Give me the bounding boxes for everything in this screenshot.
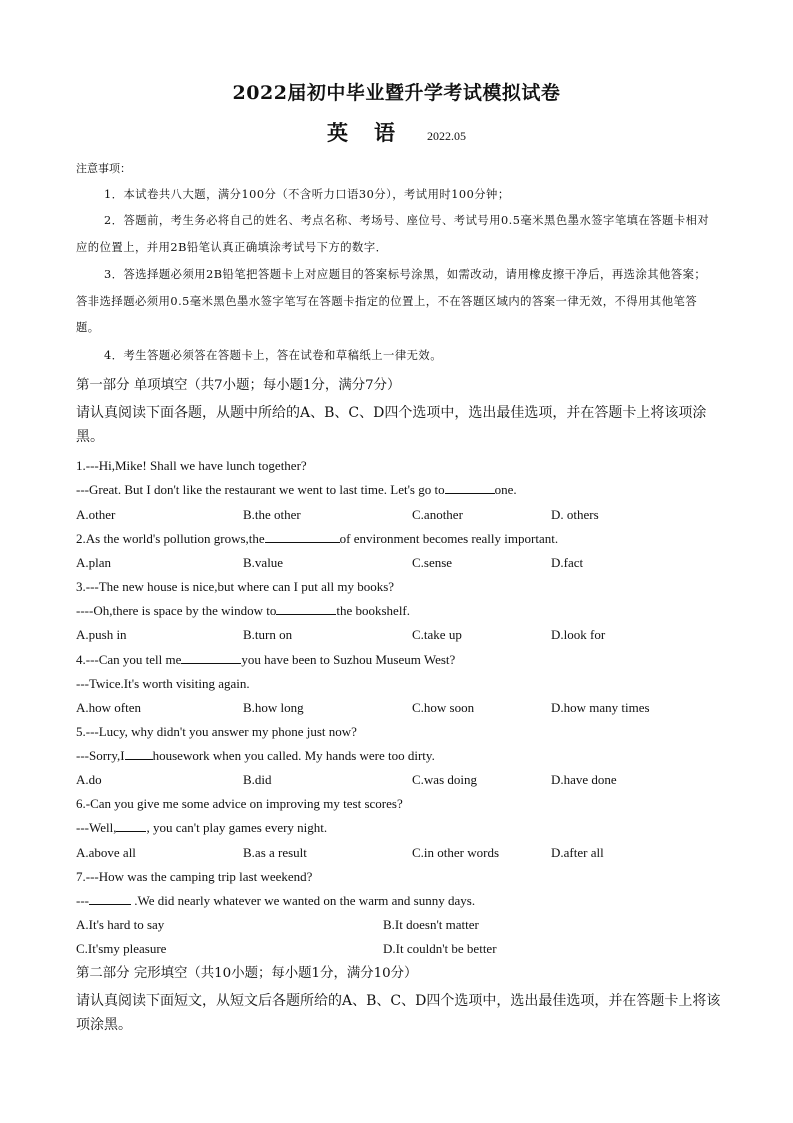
question-4-line-2 — [76, 674, 250, 694]
answer-blank — [181, 651, 241, 664]
answer-blank — [445, 481, 495, 494]
answer-blank — [276, 602, 336, 615]
notice-item — [76, 182, 718, 209]
exam-title: 2022届初中毕业暨升学考试模拟试卷 — [232, 82, 561, 104]
option-a: A.plan — [76, 555, 112, 570]
notice-item-1: 1．本试卷共八大题，满分100分（不含听力口语30分），考试用时100分钟； — [104, 188, 510, 201]
option-c: C.was doing — [412, 772, 477, 787]
option-c: C.in other words — [412, 845, 500, 860]
part1-title: 第一部分 单项填空（共7小题；每小题1分，满分7分） — [76, 378, 401, 393]
option-b: B.It doesn't matter — [383, 917, 479, 932]
option-c: C.take up — [412, 627, 462, 642]
question-2-stem — [76, 529, 558, 549]
option-a: A.It's hard to say — [76, 917, 165, 932]
option-d: D. others — [551, 507, 599, 522]
question-text: ---Twice.It's worth visiting again. — [76, 676, 250, 691]
option-d: D.look for — [551, 627, 606, 642]
option-a: A.above all — [76, 845, 136, 860]
question-7-stem — [76, 867, 312, 887]
question-7-line-2 — [76, 891, 475, 911]
answer-blank — [89, 892, 131, 905]
option-c: C.sense — [412, 555, 453, 570]
subject-line — [0, 117, 793, 147]
question-text: ---Well, — [76, 820, 117, 835]
question-5-stem — [76, 722, 357, 742]
part2-title: 第二部分 完形填空（共10小题；每小题1分，满分10分） — [76, 966, 418, 981]
question-6-line-2 — [76, 818, 327, 838]
question-text: you have been to Suzhou Museum West? — [241, 652, 456, 667]
question-text: 7.---How was the camping trip last weekend? — [76, 869, 313, 884]
subject-name: 英语 — [327, 120, 421, 145]
question-text: .We did nearly whatever we wanted on the warm and sunny days. — [131, 893, 476, 908]
question-text: , you can't play games every night. — [146, 820, 328, 835]
part2-instruction: 请认真阅读下面短文，从短文后各题所给的A、B、C、D四个选项中，选出最佳选项，并在答题卡上将该项涂黑。 — [76, 993, 721, 1033]
option-b: B.the other — [243, 507, 301, 522]
option-b: B.as a result — [243, 845, 307, 860]
option-c: C.another — [412, 507, 463, 522]
exam-date: 2022.05 — [427, 129, 466, 143]
notice-item — [76, 208, 718, 261]
option-b: B.value — [243, 555, 284, 570]
option-d: D.how many times — [551, 700, 650, 715]
question-1-line-2 — [76, 480, 517, 500]
answer-blank — [265, 530, 340, 543]
question-text: the bookshelf. — [336, 603, 411, 618]
question-3-stem — [76, 577, 394, 597]
question-text: 4.---Can you tell me — [76, 652, 182, 667]
option-d: D.after all — [551, 845, 604, 860]
question-4-stem — [76, 650, 455, 670]
notice-item — [76, 262, 718, 342]
part1-instruction: 请认真阅读下面各题，从题中所给的A、B、C、D四个选项中，选出最佳选项，并在答题卡上将该项涂黑。 — [76, 405, 707, 445]
notice-item-3: 3．答选择题必须用2B铅笔把答题卡上对应题目的答案标号涂黑，如需改动，请用橡皮擦干净后，再选涂其他答案；答非选择题必须用0.5毫米黑色墨水签字笔写在答题卡指定的位置上，不在答题区域内的答案一律无效，不得用其他笔答题。 — [76, 268, 707, 334]
question-text: of environment becomes really important. — [339, 531, 559, 546]
option-a: A.other — [76, 507, 116, 522]
option-b: B.how long — [243, 700, 304, 715]
question-text: housework when you called. My hands were too dirty. — [152, 748, 435, 763]
notice-item-2: 2．答题前，考生务必将自己的姓名、考点名称、考场号、座位号、考试号用0.5毫米黑色墨水签字笔填在答题卡相对应的位置上，并用2B铅笔认真正确填涂考试号下方的数字． — [76, 214, 710, 254]
option-a: A.do — [76, 772, 102, 787]
question-text: --- — [76, 893, 89, 908]
answer-blank — [116, 819, 146, 832]
notice-item-4: 4．考生答题必须答在答题卡上，答在试卷和草稿纸上一律无效。 — [104, 349, 443, 362]
question-text: ---Great. But I don't like the restaurant we went to last time. Let's go to — [76, 482, 445, 497]
option-a: A.push in — [76, 627, 127, 642]
question-text: ----Oh,there is space by the window to — [76, 603, 277, 618]
question-text: ---Sorry,I — [76, 748, 125, 763]
question-text: 5.---Lucy, why didn't you answer my phone just now? — [76, 724, 357, 739]
question-text: 2.As the world's pollution grows,the — [76, 531, 265, 546]
question-1-stem — [76, 456, 307, 476]
question-text: 3.---The new house is nice,but where can I put all my books? — [76, 579, 395, 594]
question-5-line-2 — [76, 746, 435, 766]
option-d: D.have done — [551, 772, 617, 787]
option-c: C.how soon — [412, 700, 475, 715]
notice-heading: 注意事项： — [76, 162, 131, 175]
option-c: C.It'smy pleasure — [76, 941, 167, 956]
option-d: D.It couldn't be better — [383, 941, 497, 956]
option-a: A.how often — [76, 700, 141, 715]
question-text: one. — [494, 482, 517, 497]
question-text: 6.-Can you give me some advice on improving my test scores? — [76, 796, 403, 811]
question-6-stem — [76, 794, 403, 814]
option-b: B.turn on — [243, 627, 293, 642]
answer-blank — [125, 747, 153, 760]
question-text: 1.---Hi,Mike! Shall we have lunch together? — [76, 458, 307, 473]
option-b: B.did — [243, 772, 272, 787]
notice-item — [76, 343, 718, 370]
option-d: D.fact — [551, 555, 584, 570]
question-3-line-2 — [76, 601, 410, 621]
